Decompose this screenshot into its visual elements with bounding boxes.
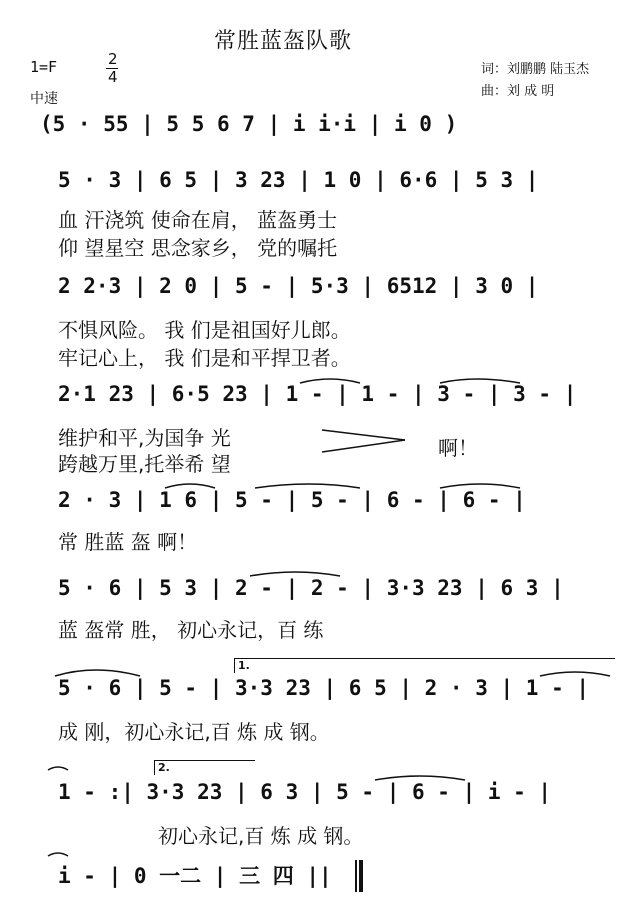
lyric-row-2-verse-1: 血 汗浇筑 使命在肩， 蓝盔勇士 [58, 208, 338, 232]
notation-row-4: 2·1 23 | 6·5 23 | 1 - | 1 - | 3 - | 3 - | [58, 382, 577, 406]
volta-first-label: 1. [238, 659, 250, 672]
lyric-row-7: 成 刚，初心永记,百 炼 成 钢。 [58, 720, 330, 744]
lyric-row-3-verse-1: 不惧风险。 我 们是祖国好儿郎。 [58, 318, 351, 342]
tie-mark [55, 670, 140, 676]
notation-row-6: 5 · 6 | 5 3 | 2 - | 2 - | 3·3 23 | 6 3 | [58, 576, 564, 600]
tie-mark [48, 767, 68, 770]
time-signature-bottom: 4 [108, 68, 118, 86]
tempo-marking: 中速 [30, 91, 58, 107]
notation-row-3: 2 2·3 | 2 0 | 5 - | 5·3 | 6512 | 3 0 | [58, 274, 539, 298]
notation-row-2: 5 · 3 | 6 5 | 3 23 | 1 0 | 6·6 | 5 3 | [58, 168, 539, 192]
lyric-row-4-exclamation: 啊！ [438, 436, 478, 460]
volta-second-label: 2. [158, 761, 170, 774]
composer-credit: 曲：刘 成 明 [481, 84, 555, 99]
lyricist-credit: 词：刘鹏鹏 陆玉杰 [481, 62, 590, 77]
tie-mark [375, 776, 465, 780]
tie-mark [540, 672, 610, 676]
lyric-row-8: 初心永记,百 炼 成 钢。 [158, 824, 364, 848]
key-signature: 1=F [30, 58, 58, 76]
song-title: 常胜蓝盔队歌 [214, 29, 353, 54]
lyric-row-5: 常 胜蓝 盔 啊！ [58, 530, 198, 554]
tie-mark [440, 379, 520, 383]
tie-mark [48, 853, 68, 856]
lyric-row-4-verse-2: 跨越万里,托举希 望 [58, 452, 231, 476]
notation-row-5: 2 · 3 | 1 6 | 5 - | 5 - | 6 - | 6 - | [58, 488, 526, 512]
lyric-row-6: 蓝 盔常 胜， 初心永记，百 练 [58, 618, 324, 642]
notation-row-8: 1 - :| 3·3 23 | 6 3 | 5 - | 6 - | i - | [58, 780, 552, 804]
time-signature-top: 2 [108, 50, 118, 68]
tie-mark [440, 484, 520, 488]
tie-mark [255, 484, 360, 488]
crescendo-line [322, 440, 405, 452]
tie-mark [165, 484, 215, 488]
lyric-row-3-verse-2: 牢记心上， 我 们是和平捍卫者。 [58, 346, 351, 370]
notation-row-1: (5 · 55 | 5 5 6 7 | i i·i | i 0 ) [40, 112, 458, 136]
notation-row-9: i - | 0 一二 | 三 四 || [58, 864, 332, 888]
tie-mark [300, 379, 360, 383]
lyric-row-4-verse-1: 维护和平,为国争 光 [58, 426, 231, 450]
tie-mark [250, 572, 340, 576]
notation-row-7: 5 · 6 | 5 - | 3·3 23 | 6 5 | 2 · 3 | 1 - | [58, 676, 590, 700]
lyric-row-2-verse-2: 仰 望星空 思念家乡， 党的嘱托 [58, 236, 338, 260]
crescendo-line [322, 430, 405, 440]
